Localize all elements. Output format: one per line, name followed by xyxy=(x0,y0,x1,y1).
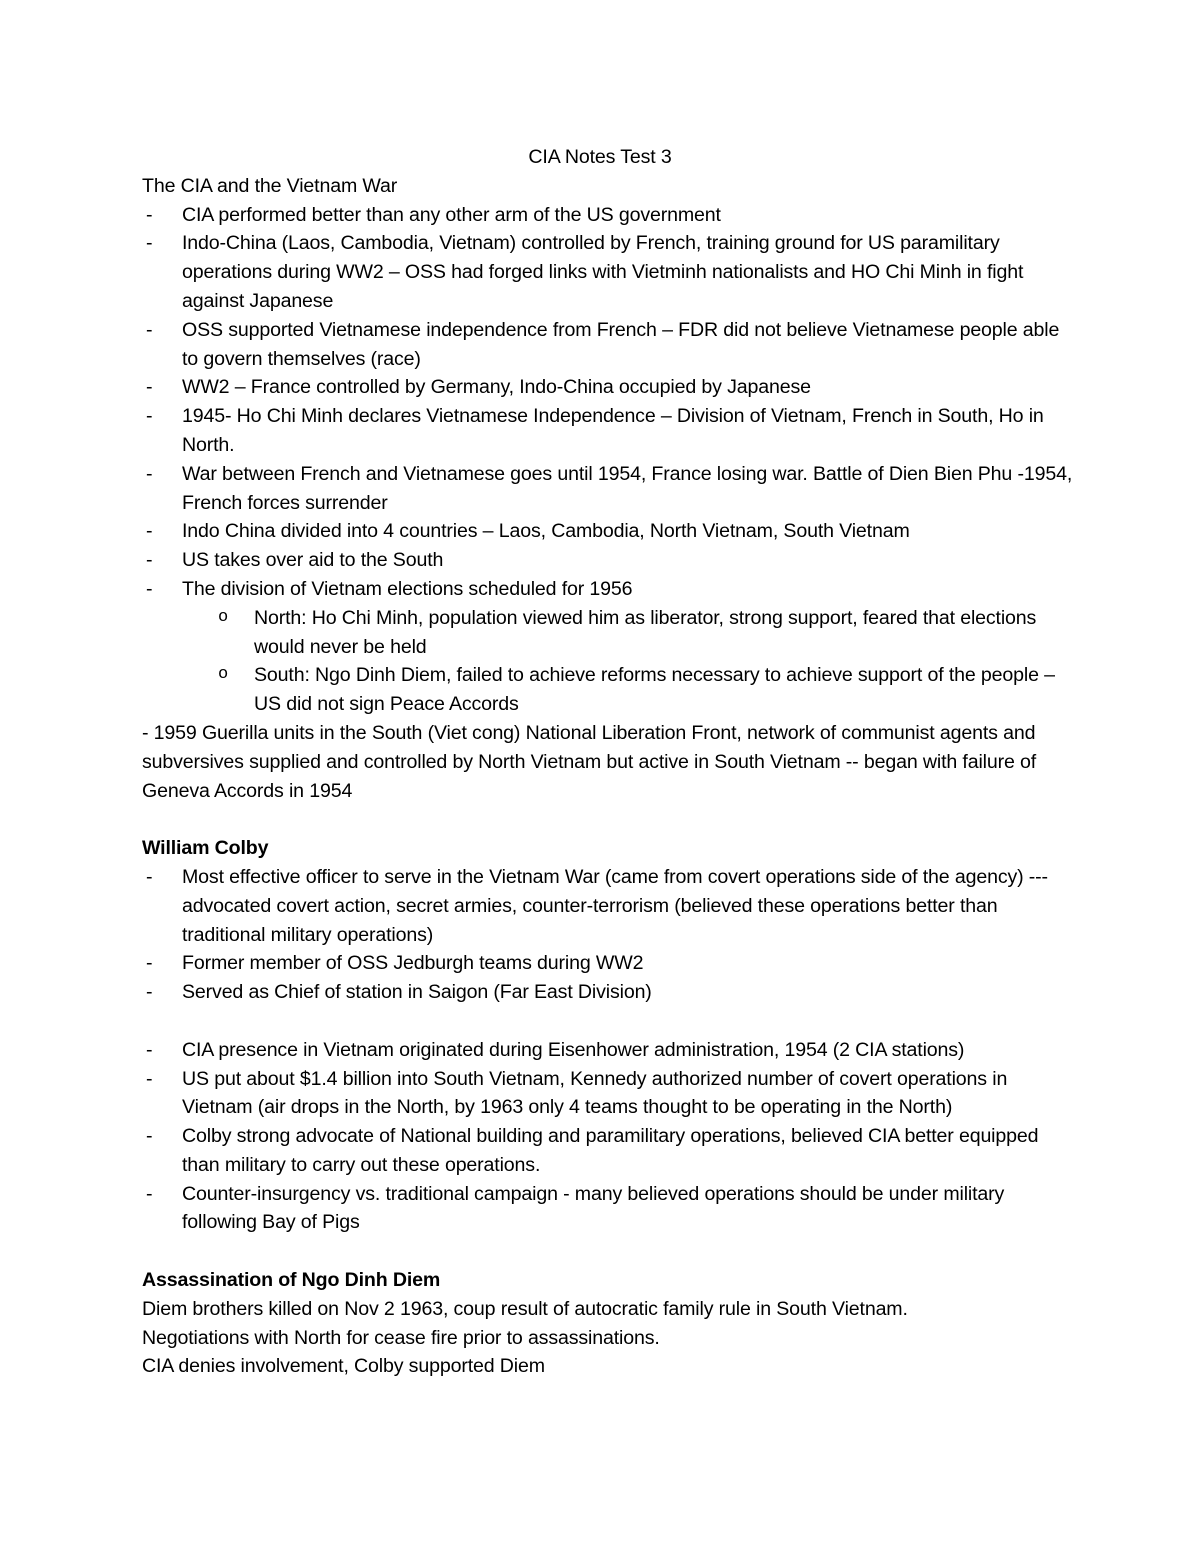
list-item: - Indo China divided into 4 countries – Laos, Cambodia, North Vietnam, South Vietnam xyxy=(142,517,1080,546)
bullet-list xyxy=(142,1036,1080,1238)
page-title: CIA Notes Test 3 xyxy=(528,146,672,168)
spacer xyxy=(142,805,1080,834)
sub-list-item: o South: Ngo Dinh Diem, failed to achieve reforms necessary to achieve support of the people – US did not sign Peace Accords xyxy=(142,661,1080,719)
list-item: - US takes over aid to the South xyxy=(142,546,1080,575)
paragraph: - 1959 Guerilla units in the South (Viet cong) National Liberation Front, network of communist agents and subversives supplied and controlled by North Vietnam but active in South Vietnam -- began with failure of Geneva Accords in 1954 xyxy=(142,721,1037,802)
list-item: - OSS supported Vietnamese independence from French – FDR did not believe Vietnamese people able to govern themselves (race) xyxy=(142,316,1080,374)
list-item: - Counter-insurgency vs. traditional campaign - many believed operations should be under military following Bay of Pigs xyxy=(142,1180,1080,1238)
list-item: - Former member of OSS Jedburgh teams during WW2 xyxy=(142,949,1080,978)
section-heading: Assassination of Ngo Dinh Diem xyxy=(142,1269,441,1292)
section-heading: The CIA and the Vietnam War xyxy=(142,174,398,197)
list-item: - Indo-China (Laos, Cambodia, Vietnam) controlled by French, training ground for US paramilitary operations during WW2 – OSS had forged links with Vietminh nationalists and HO Chi Minh in fight against Japanese xyxy=(142,229,1080,315)
list-item: - CIA presence in Vietnam originated during Eisenhower administration, 1954 (2 CIA stations) xyxy=(142,1036,1080,1065)
sub-list-item: o North: Ho Chi Minh, population viewed him as liberator, strong support, feared that elections would never be held xyxy=(142,604,1080,662)
list-item: - Most effective officer to serve in the Vietnam War (came from covert operations side of the agency) --- advocated covert action, secret armies, counter-terrorism (believed these operations better than traditional military operations) xyxy=(142,863,1080,949)
spacer xyxy=(142,1237,1080,1266)
paragraph-line: CIA denies involvement, Colby supported Diem xyxy=(142,1355,545,1378)
list-item: - War between French and Vietnamese goes until 1954, France losing war. Battle of Dien Bien Phu -1954, French forces surrender xyxy=(142,460,1080,518)
bullet-list xyxy=(142,201,1080,604)
section-heading: William Colby xyxy=(142,837,269,860)
section-assassination-diem xyxy=(142,1266,1080,1381)
list-item: - Colby strong advocate of National building and paramilitary operations, believed CIA better equipped than military to carry out these operations. xyxy=(142,1122,1080,1180)
list-item: - Served as Chief of station in Saigon (Far East Division) xyxy=(142,978,1080,1007)
paragraph-line: Diem brothers killed on Nov 2 1963, coup result of autocratic family rule in South Vietnam. xyxy=(142,1297,908,1320)
spacer xyxy=(142,1007,1080,1036)
list-item: - WW2 – France controlled by Germany, Indo-China occupied by Japanese xyxy=(142,373,1080,402)
list-item: - The division of Vietnam elections scheduled for 1956 xyxy=(142,575,1080,604)
list-item: - 1945- Ho Chi Minh declares Vietnamese Independence – Division of Vietnam, French in South, Ho in North. xyxy=(142,402,1080,460)
section-cia-vietnam xyxy=(142,172,1080,806)
sub-bullet-list xyxy=(142,604,1080,719)
bullet-list xyxy=(142,863,1080,1007)
list-item: - CIA performed better than any other arm of the US government xyxy=(142,201,1080,230)
section-william-colby xyxy=(142,834,1080,1237)
paragraph-line: Negotiations with North for cease fire prior to assassinations. xyxy=(142,1326,660,1349)
list-item: - US put about $1.4 billion into South Vietnam, Kennedy authorized number of covert operations in Vietnam (air drops in the North, by 1963 only 4 teams thought to be operating in the North) xyxy=(142,1065,1080,1123)
